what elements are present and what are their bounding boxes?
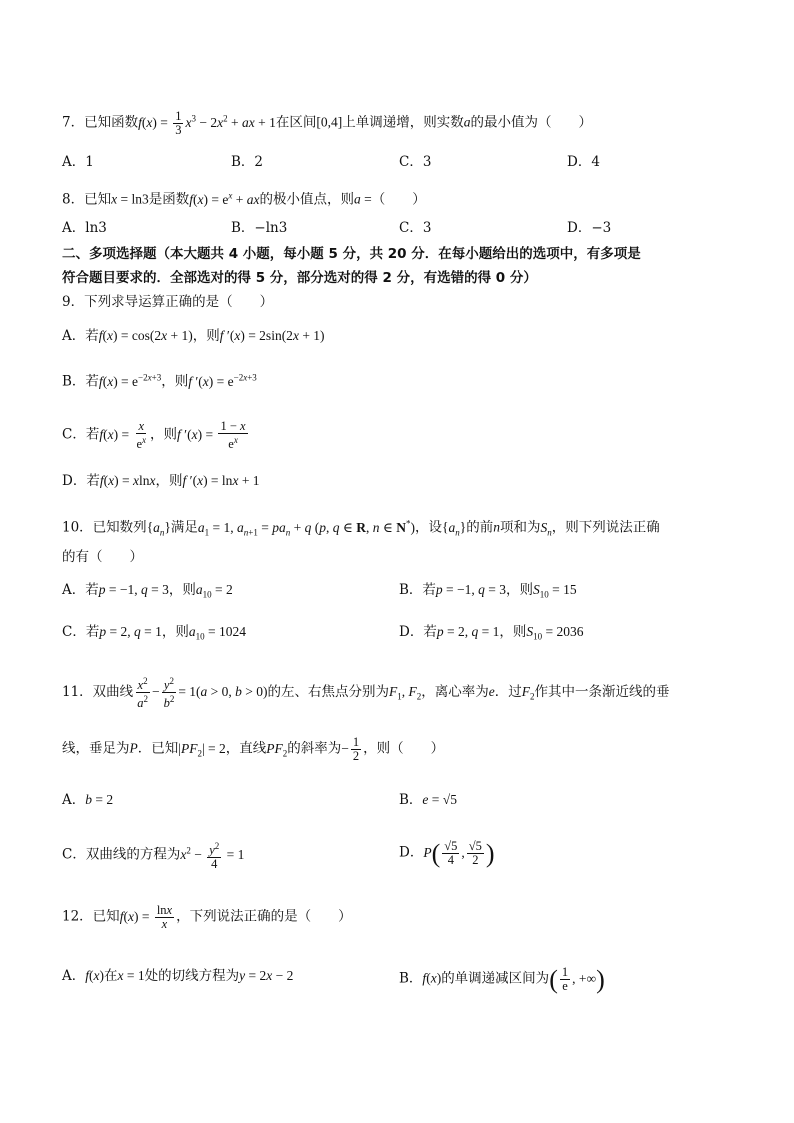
text: ，则 [150, 426, 178, 443]
text: ，则（ ） [363, 740, 445, 757]
formula: a = [353, 191, 372, 207]
formula: f(x) = xlnx [99, 473, 156, 488]
formula: p = −1, q = 3 [435, 582, 507, 597]
question-12-stem [62, 904, 352, 931]
question-8-stem [62, 185, 426, 210]
text: 上单调递增，则实数 [342, 114, 464, 131]
formula: y = 2x − 2 [239, 968, 294, 983]
text: B． [399, 792, 423, 808]
formula: f $'(x) = e^{-2x+3}$ [188, 372, 257, 389]
question-10-stem-line1 [62, 513, 660, 542]
formula: $a_{10} = 2$ [195, 582, 233, 600]
q9-option-c [62, 420, 250, 451]
q10-option-b [399, 580, 577, 605]
q7-option-d: D．4 [567, 154, 600, 170]
q9-option-a [62, 326, 325, 346]
q8-option-a: A．ln3 [62, 220, 107, 236]
q9-option-b [62, 367, 257, 392]
q12-option-a [62, 966, 293, 986]
formula: $x^2$ − $\frac{y^2}{4}$ = 1 [180, 841, 245, 872]
text: ，则下列说法正确 [551, 519, 660, 536]
formula: e [488, 683, 495, 699]
text: C．若 [62, 624, 100, 640]
formula: b = 2 [85, 792, 114, 807]
formula: P [129, 740, 138, 756]
formula: $F_2$ [521, 683, 535, 702]
formula: f(x) = $\frac{x}{e^x}$ [99, 419, 147, 452]
formula: $S_n$ [540, 519, 552, 538]
text: A．若 [62, 328, 99, 344]
text: 线，垂足为 [62, 740, 130, 757]
text: A． [62, 968, 86, 984]
formula: $\{a_n\}$ [441, 519, 467, 538]
q11-option-a [62, 790, 113, 810]
text: 作其中一条渐近线的垂 [534, 683, 670, 700]
formula: x = 1 [117, 968, 145, 983]
text: B．若 [399, 582, 436, 598]
formula: $S_{10} = 2036$ [526, 624, 584, 642]
text: ，下列说法正确的是（ ） [176, 908, 352, 925]
formula: n [493, 519, 500, 535]
formula: f(x) [85, 968, 105, 983]
text: D． [399, 844, 424, 861]
formula: a [463, 114, 471, 130]
question-10-stem-line2: 的有（ ） [62, 549, 143, 565]
q8-option-b: B．−ln3 [231, 220, 288, 236]
text: 的极小值点，则 [259, 191, 354, 208]
text: ，则 [155, 473, 183, 489]
q11-option-b [399, 790, 457, 810]
text: ，则 [161, 624, 189, 640]
formula: − $\frac{1}{2}$ [341, 735, 360, 763]
formula: f ′(x) = $\frac{1 - x}{e^x}$ [177, 419, 246, 452]
text: 的左、右焦点分别为 [267, 683, 390, 700]
formula: f ′(x) = lnx + 1 [182, 473, 260, 488]
text: ．过 [494, 683, 522, 700]
text: 的前 [466, 519, 494, 536]
formula: f(x) = cos(2x + 1) [98, 328, 193, 343]
formula: $PF_2$ [266, 740, 288, 759]
text: 8．已知 [62, 191, 112, 208]
text: （ ） [371, 191, 426, 208]
question-7-stem [62, 108, 592, 137]
text: 的斜率为 [287, 740, 342, 757]
text: C．双曲线的方程为 [62, 846, 181, 863]
q7-option-b: B．2 [231, 154, 264, 170]
text: 项和为 [499, 519, 541, 536]
q11-option-c [62, 840, 244, 871]
text: ，则 [168, 582, 196, 598]
section-2-header-line1: 二、多项选择题（本大题共 4 小题，每小题 5 分，共 20 分．在每小题给出的选项中，有多项是 [62, 246, 641, 262]
formula: e = √5 [422, 792, 457, 807]
formula: p = −1, q = 3 [98, 582, 169, 597]
text: 7．已知函数 [62, 114, 139, 131]
text: A． [62, 792, 86, 808]
formula: $\frac{x^2}{a^2}$ − $\frac{y^2}{b^2}$ = 1(a > 0, b > 0) [137, 676, 268, 711]
formula: p = 2, q = 1 [436, 624, 500, 639]
text: ，离心率为 [421, 683, 489, 700]
q12-option-b [399, 966, 605, 993]
text: 的单调递减区间为 [441, 970, 550, 987]
formula: $f(x) = e^x$ + ax [189, 190, 260, 207]
text: ，则 [506, 582, 534, 598]
text: C．若 [62, 426, 100, 443]
formula: $|PF_2| = 2$ [178, 740, 226, 759]
text: 是函数 [148, 191, 190, 208]
q8-option-d: D．−3 [567, 220, 612, 236]
q10-option-a [62, 580, 233, 605]
q7-option-c: C．3 [399, 154, 432, 170]
text: ．已知 [137, 740, 179, 757]
text: ，则 [192, 328, 220, 344]
q10-option-c [62, 622, 246, 647]
formula: $f(x) = e^{-2x+3}$ [98, 372, 162, 389]
formula: p = 2, q = 1 [99, 624, 162, 639]
text: D．若 [62, 473, 100, 489]
text: 处的切线方程为 [144, 968, 240, 984]
formula: [0,4] [316, 114, 343, 130]
formula: x = ln3 [111, 191, 149, 207]
text: 在 [104, 968, 118, 984]
text: 满足 [170, 519, 198, 536]
q9-option-d [62, 471, 260, 491]
q8-option-c: C．3 [399, 220, 432, 236]
question-11-stem-line1 [62, 675, 670, 710]
text: 在区间 [275, 114, 317, 131]
formula: f(x) [422, 970, 442, 986]
question-11-stem-line2 [62, 736, 444, 763]
formula: ( $\frac{1}{e}$ , +∞) [549, 964, 605, 994]
formula: $F_1$, $F_2$ [389, 683, 422, 702]
formula: $a_{10} = 1024$ [188, 624, 246, 642]
text: ，则 [161, 373, 189, 390]
formula: $a_1 = 1$, $a_{n+1} = pa_n + q$ (p, q ∈ R, n ∈ N*) [197, 518, 415, 538]
text: 11．双曲线 [62, 683, 134, 700]
text: B．若 [62, 373, 99, 390]
q7-option-a: A．1 [62, 154, 94, 170]
text: 的最小值为（ ） [470, 114, 592, 131]
question-9-stem: 9．下列求导运算正确的是（ ） [62, 294, 274, 310]
section-2-header-line2: 符合题目要求的．全部选对的得 5 分，部分选对的得 2 分，有选错的得 0 分） [62, 270, 537, 286]
q10-option-d [399, 622, 583, 647]
text: ，设 [414, 519, 442, 536]
formula: f(x) = $\frac{\ln x}{x}$ [119, 903, 173, 931]
text: 10．已知数列 [62, 519, 147, 536]
text: A．若 [62, 582, 99, 598]
formula: f ′(x) = 2sin(2x + 1) [219, 328, 325, 343]
q11-option-d [399, 840, 495, 867]
text: 12．已知 [62, 908, 120, 925]
formula: f(x) = $\frac{1}{3}$ $x^3 - 2x^2$ + ax + 1 [138, 108, 276, 137]
formula: $\{a_n\}$ [146, 519, 171, 538]
formula: P( $\frac{√5}{4}$ , $\frac{√5}{2}$ ) [423, 838, 495, 868]
text: ，直线 [225, 740, 267, 757]
text: ，则 [499, 624, 527, 640]
text: D．若 [399, 624, 437, 640]
text: B． [399, 970, 423, 987]
formula: $S_{10} = 15$ [533, 582, 577, 600]
